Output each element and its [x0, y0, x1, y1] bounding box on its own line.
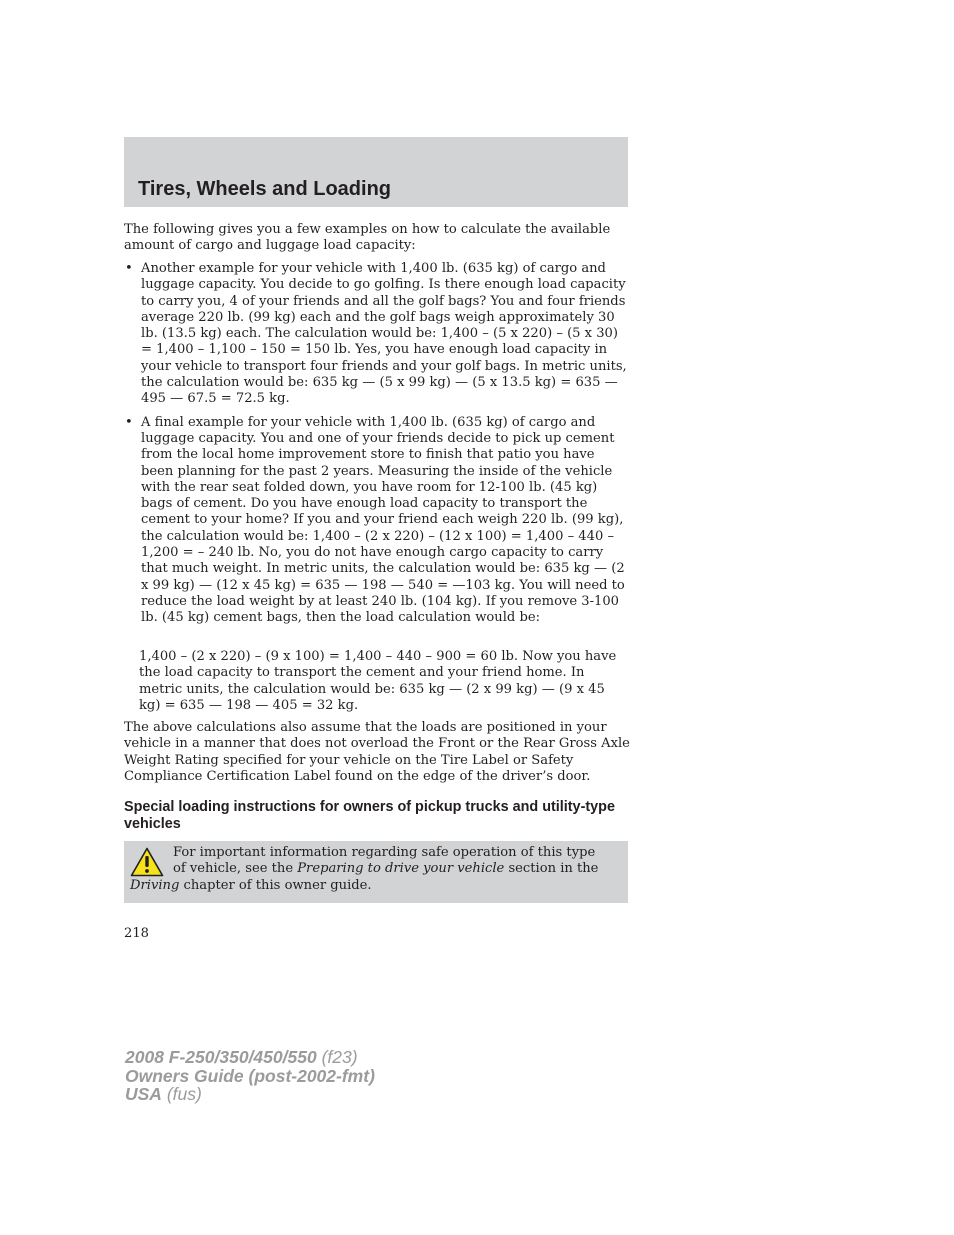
footer-line-model: 2008 F-250/350/450/550 (f23) [125, 1047, 358, 1067]
list-item [124, 415, 630, 627]
document-footer [125, 1048, 375, 1104]
page-number: 218 [124, 926, 149, 941]
warning-box [124, 841, 628, 903]
list-item [124, 261, 630, 408]
section-header-band [124, 137, 628, 207]
footer-line-guide: Owners Guide (post-2002-fmt) [125, 1065, 375, 1086]
list-item-text: A final example for your vehicle with 1,400 lb. (635 kg) of cargo and luggage capacity. You and one of your friends decide to pick up cement from the local home improvement store to finish that patio you have been planning for the past 2 years. Measuring the inside of the vehicle with the rear seat folded down, you have room for 12-100 lb. (45 kg) bags of cement. Do you have enough load capacity to transport the cement to your home? If you and your friend each weigh 220 lb. (99 kg), the calculation would be: 1,400 – (2 x 220) – (12 x 100) = 1,400 – 440 – 1,200 = – 240 lb. No, you do not have enough cargo capacity to carry that much weight. In metric units, the calculation would be: 635 kg — (2 x 99 kg) — (12 x 45 kg) = 635 — 198 — 540 = —103 kg. You will need to reduce the load weight by at least 240 lb. (104 kg). If you remove 3-100 lb. (45 kg) cement bags, then the load calculation would be: [141, 414, 625, 626]
intro-paragraph [124, 222, 630, 255]
intro-text: The following gives you a few examples on how to calculate the available amount of cargo and luggage load capacity: [124, 222, 611, 254]
section-title: Tires, Wheels and Loading [138, 178, 392, 200]
warning-text: For important information regarding safe operation of this type of vehicle, see the Preparing to drive your vehicle section in the Driving chapter of this owner guide. [130, 845, 599, 893]
assumption-text: The above calculations also assume that the loads are positioned in your vehicle in a manner that does not overload the Front or the Rear Gross Axle Weight Rating specified for your vehicle on the Tire Label or Safety Compliance Certification Label found on the edge of the driver’s door. [124, 720, 630, 784]
assumption-paragraph [124, 720, 630, 785]
chapter-reference: Driving [130, 877, 180, 893]
subheading: Special loading instructions for owners of pickup trucks and utility-type vehicles [124, 799, 615, 832]
bullet-marker: • [125, 414, 133, 430]
footer-line-market: USA (fus) [125, 1084, 202, 1104]
example-list [124, 261, 630, 634]
chapter-reference: Preparing to drive your vehicle [297, 861, 505, 877]
bullet-marker: • [125, 261, 133, 276]
followup-paragraph [139, 649, 630, 714]
list-item-text: Another example for your vehicle with 1,400 lb. (635 kg) of cargo and luggage capacity. You decide to go golfing. Is there enough load capacity to carry you, 4 of your friends and all the golf bags? You and four friends average 220 lb. (99 kg) each and the golf bags weigh approximately 30 lb. (13.5 kg) each. The calculation would be: 1,400 – (5 x 220) – (5 x 30) = 1,400 – 1,100 – 150 = 150 lb. Yes, you have enough load capacity in your vehicle to transport four friends and your golf bags. In metric units, the calculation would be: 635 kg — (5 x 99 kg) — (5 x 13.5 kg) = 635 — 495 — 67.5 = 72.5 kg. [141, 261, 627, 407]
followup-text: 1,400 – (2 x 220) – (9 x 100) = 1,400 – 440 – 900 = 60 lb. Now you have the load capacity to transport the cement and your friend home. In metric units, the calculation would be: 635 kg — (2 x 99 kg) — (9 x 45 kg) = 635 — 198 — 405 = 32 kg. [139, 649, 617, 713]
